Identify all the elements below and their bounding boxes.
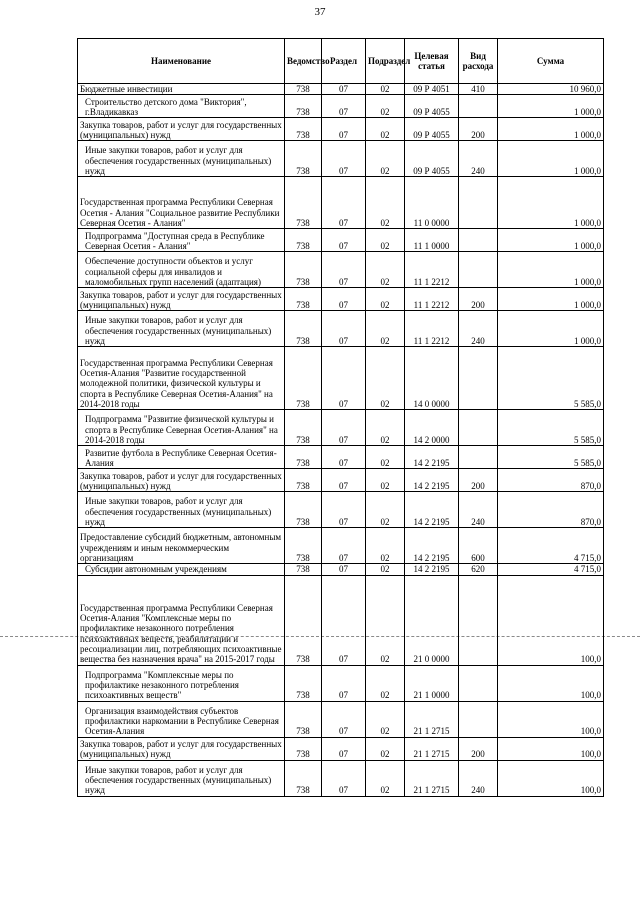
cell-section: 07 (322, 347, 366, 410)
cell-name: Предоставление субсидий бюджетным, автономным учреждениям и иным некоммерческим организациям (78, 528, 285, 564)
cell-name: Организация взаимодействия субъектов профилактики наркомании в Республике Северная Осетия-Алания (78, 701, 285, 737)
cell-expense (459, 177, 498, 229)
cell-dept: 738 (285, 229, 322, 252)
cell-dept: 738 (285, 347, 322, 410)
cell-amount: 10 960,0 (498, 84, 604, 95)
cell-expense (459, 446, 498, 469)
cell-expense: 240 (459, 492, 498, 528)
cell-subsection: 02 (366, 347, 405, 410)
cell-dept: 738 (285, 575, 322, 665)
table-row (78, 84, 604, 95)
table-row (78, 141, 604, 177)
cell-name: Закупка товаров, работ и услуг для государственных (муниципальных) нужд (78, 118, 285, 141)
cell-section: 07 (322, 311, 366, 347)
cell-name: Подпрограмма "Комплексные меры по профилактике незаконного потребления психоактивных веществ" (78, 665, 285, 701)
cell-amount: 1 000,0 (498, 311, 604, 347)
cell-dept: 738 (285, 528, 322, 564)
table-body (78, 84, 604, 797)
cell-amount: 100,0 (498, 701, 604, 737)
cell-target: 14 0 0000 (405, 347, 459, 410)
table-row (78, 760, 604, 796)
cell-section: 07 (322, 665, 366, 701)
table-row (78, 492, 604, 528)
table-row (78, 177, 604, 229)
cell-amount: 870,0 (498, 492, 604, 528)
cell-expense (459, 575, 498, 665)
cell-dept: 738 (285, 701, 322, 737)
cell-subsection: 02 (366, 665, 405, 701)
cell-expense: 200 (459, 469, 498, 492)
table-header (78, 39, 604, 84)
cell-name: Бюджетные инвестиции (78, 84, 285, 95)
cell-name: Закупка товаров, работ и услуг для государственных (муниципальных) нужд (78, 469, 285, 492)
cell-expense (459, 229, 498, 252)
table-row (78, 347, 604, 410)
cell-dept: 738 (285, 95, 322, 118)
col-header-expense: Вид расхода (459, 39, 498, 84)
table-row (78, 701, 604, 737)
cell-section: 07 (322, 760, 366, 796)
cell-expense (459, 701, 498, 737)
cell-subsection: 02 (366, 446, 405, 469)
cell-section: 07 (322, 84, 366, 95)
cell-expense: 200 (459, 118, 498, 141)
cell-name: Иные закупки товаров, работ и услуг для обеспечения государственных (муниципальных) нужд (78, 311, 285, 347)
cell-expense: 240 (459, 311, 498, 347)
cell-section: 07 (322, 252, 366, 288)
table-row (78, 118, 604, 141)
cell-subsection: 02 (366, 252, 405, 288)
cell-subsection: 02 (366, 564, 405, 575)
cell-subsection: 02 (366, 118, 405, 141)
cell-subsection: 02 (366, 141, 405, 177)
cell-target: 09 Р 4055 (405, 95, 459, 118)
cell-dept: 738 (285, 252, 322, 288)
cell-amount: 5 585,0 (498, 347, 604, 410)
cell-section: 07 (322, 528, 366, 564)
cell-expense: 200 (459, 737, 498, 760)
cell-name: Иные закупки товаров, работ и услуг для обеспечения государственных (муниципальных) нужд (78, 760, 285, 796)
cell-name: Обеспечение доступности объектов и услуг социальной сферы для инвалидов и маломобильных групп населений (адаптация) (78, 252, 285, 288)
cell-dept: 738 (285, 288, 322, 311)
table-row (78, 469, 604, 492)
cell-name: Иные закупки товаров, работ и услуг для обеспечения государственных (муниципальных) нужд (78, 492, 285, 528)
table-row (78, 410, 604, 446)
cell-subsection: 02 (366, 95, 405, 118)
cell-dept: 738 (285, 177, 322, 229)
cell-target: 14 2 2195 (405, 528, 459, 564)
cell-target: 21 1 2715 (405, 737, 459, 760)
cell-target: 11 0 0000 (405, 177, 459, 229)
cell-target: 11 1 2212 (405, 311, 459, 347)
cell-target: 11 1 0000 (405, 229, 459, 252)
cell-name: Развитие футбола в Республике Северная Осетия-Алания (78, 446, 285, 469)
cell-section: 07 (322, 141, 366, 177)
cell-name: Подпрограмма "Доступная среда в Республике Северная Осетия - Алания" (78, 229, 285, 252)
cell-section: 07 (322, 701, 366, 737)
cell-subsection: 02 (366, 177, 405, 229)
table-row (78, 95, 604, 118)
cell-dept: 738 (285, 141, 322, 177)
cell-target: 09 Р 4055 (405, 141, 459, 177)
cell-section: 07 (322, 492, 366, 528)
cell-subsection: 02 (366, 492, 405, 528)
cell-amount: 4 715,0 (498, 528, 604, 564)
cell-target: 09 Р 4051 (405, 84, 459, 95)
cell-target: 21 1 0000 (405, 665, 459, 701)
cell-name: Государственная программа Республики Северная Осетия-Алания "Развитие государственной молодежной политики, физической культуры и спорта в Республике Северная Осетия-Алания" на 2014-2018 годы (78, 347, 285, 410)
cell-target: 09 Р 4055 (405, 118, 459, 141)
cell-target: 21 1 2715 (405, 701, 459, 737)
cell-amount: 870,0 (498, 469, 604, 492)
cell-subsection: 02 (366, 229, 405, 252)
cell-section: 07 (322, 564, 366, 575)
cell-target: 21 0 0000 (405, 575, 459, 665)
cell-section: 07 (322, 575, 366, 665)
table-row (78, 665, 604, 701)
cell-section: 07 (322, 288, 366, 311)
cell-name: Закупка товаров, работ и услуг для государственных (муниципальных) нужд (78, 288, 285, 311)
cell-dept: 738 (285, 84, 322, 95)
cell-section: 07 (322, 95, 366, 118)
cell-dept: 738 (285, 760, 322, 796)
cell-subsection: 02 (366, 469, 405, 492)
cell-amount: 5 585,0 (498, 410, 604, 446)
cell-dept: 738 (285, 665, 322, 701)
cell-expense (459, 410, 498, 446)
cell-expense (459, 252, 498, 288)
cell-section: 07 (322, 229, 366, 252)
cell-subsection: 02 (366, 84, 405, 95)
cell-subsection: 02 (366, 760, 405, 796)
cell-amount: 4 715,0 (498, 564, 604, 575)
cell-section: 07 (322, 737, 366, 760)
cell-subsection: 02 (366, 737, 405, 760)
col-header-amount: Сумма (498, 39, 604, 84)
cell-amount: 1 000,0 (498, 252, 604, 288)
cell-target: 14 2 2195 (405, 446, 459, 469)
cell-name: Государственная программа Республики Северная Осетия - Алания "Социальное развитие Республики Северная Осетия - Алания" (78, 177, 285, 229)
cell-amount: 5 585,0 (498, 446, 604, 469)
cell-target: 14 2 2195 (405, 469, 459, 492)
cell-dept: 738 (285, 737, 322, 760)
cell-expense: 410 (459, 84, 498, 95)
cell-expense (459, 665, 498, 701)
table-row (78, 288, 604, 311)
cell-target: 14 2 2195 (405, 564, 459, 575)
table-row (78, 229, 604, 252)
table-row (78, 311, 604, 347)
cell-expense (459, 347, 498, 410)
cell-amount: 1 000,0 (498, 118, 604, 141)
cell-amount: 1 000,0 (498, 177, 604, 229)
cell-amount: 100,0 (498, 737, 604, 760)
table-row (78, 446, 604, 469)
cell-dept: 738 (285, 118, 322, 141)
cell-amount: 1 000,0 (498, 229, 604, 252)
col-header-section: Раздел (322, 39, 366, 84)
col-header-target: Целевая статья (405, 39, 459, 84)
cell-target: 11 1 2212 (405, 252, 459, 288)
col-header-subsection: Подраздел (366, 39, 405, 84)
cell-amount: 100,0 (498, 575, 604, 665)
cell-name: Субсидии автономным учреждениям (78, 564, 285, 575)
table-row (78, 737, 604, 760)
cell-section: 07 (322, 177, 366, 229)
table-row (78, 252, 604, 288)
cell-target: 21 1 2715 (405, 760, 459, 796)
cell-dept: 738 (285, 446, 322, 469)
cell-target: 14 2 2195 (405, 492, 459, 528)
table-row (78, 564, 604, 575)
cell-section: 07 (322, 446, 366, 469)
cell-name: Строительство детского дома "Виктория", г.Владикавказ (78, 95, 285, 118)
cell-amount: 1 000,0 (498, 141, 604, 177)
cell-dept: 738 (285, 492, 322, 528)
cell-name: Государственная программа Республики Северная Осетия-Алания "Комплексные меры по профилактике незаконного потребления психоактивных веществ, реабилитации и ресоциализации лиц, потребляющих психоактивные вещества без назначения врача" на 2015-2017 годы (78, 575, 285, 665)
col-header-name: Наименование (78, 39, 285, 84)
cell-amount: 100,0 (498, 760, 604, 796)
cell-section: 07 (322, 469, 366, 492)
cell-subsection: 02 (366, 311, 405, 347)
cell-target: 14 2 0000 (405, 410, 459, 446)
cell-target: 11 1 2212 (405, 288, 459, 311)
col-header-dept: Ведомство (285, 39, 322, 84)
cell-section: 07 (322, 410, 366, 446)
cell-amount: 1 000,0 (498, 288, 604, 311)
cell-section: 07 (322, 118, 366, 141)
cell-expense (459, 95, 498, 118)
cell-name: Закупка товаров, работ и услуг для государственных (муниципальных) нужд (78, 737, 285, 760)
cell-subsection: 02 (366, 701, 405, 737)
cell-subsection: 02 (366, 288, 405, 311)
cell-amount: 1 000,0 (498, 95, 604, 118)
cell-expense: 600 (459, 528, 498, 564)
cell-expense: 240 (459, 760, 498, 796)
table-row (78, 528, 604, 564)
cell-subsection: 02 (366, 410, 405, 446)
cell-subsection: 02 (366, 575, 405, 665)
cell-name: Иные закупки товаров, работ и услуг для обеспечения государственных (муниципальных) нужд (78, 141, 285, 177)
cell-name: Подпрограмма "Развитие физической культуры и спорта в Республике Северная Осетия-Алания" на 2014-2018 годы (78, 410, 285, 446)
table-row (78, 575, 604, 665)
cell-amount: 100,0 (498, 665, 604, 701)
cell-expense: 200 (459, 288, 498, 311)
cell-subsection: 02 (366, 528, 405, 564)
cell-dept: 738 (285, 410, 322, 446)
cell-expense: 620 (459, 564, 498, 575)
page-number: 37 (314, 6, 326, 18)
cell-expense: 240 (459, 141, 498, 177)
cell-dept: 738 (285, 311, 322, 347)
budget-table (77, 38, 604, 797)
cell-dept: 738 (285, 564, 322, 575)
cell-dept: 738 (285, 469, 322, 492)
